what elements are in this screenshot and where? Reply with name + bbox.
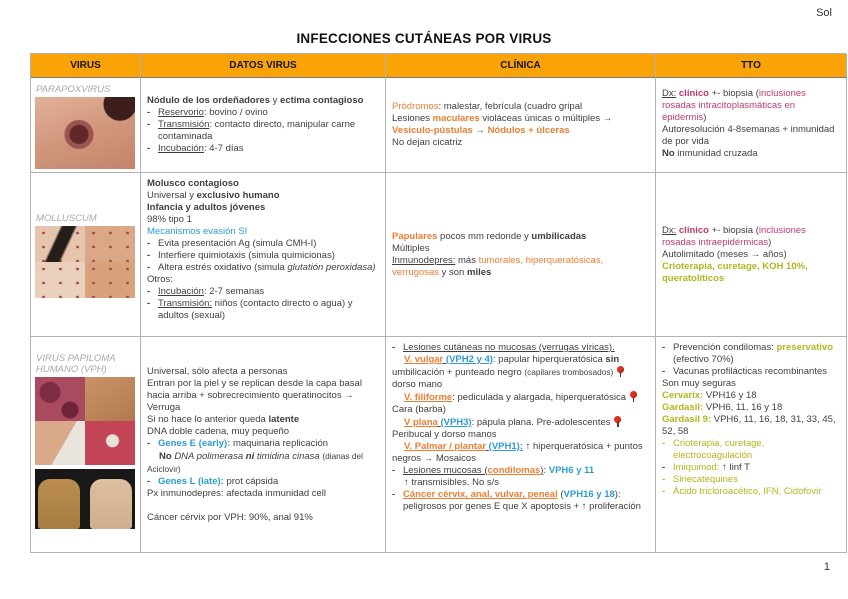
text-line: Gardasil 9: VPH6, 11, 16, 18, 31, 33, 45, 52, 58 <box>662 414 836 437</box>
bullet-dash: - <box>662 342 666 353</box>
text-line: Si no hace lo anterior queda latente <box>147 413 300 425</box>
cell-parapoxvirus-datos <box>141 78 386 173</box>
bullet-dash: - <box>147 238 151 249</box>
text-line: Vesículo-pústulas → Nódulos + úlceras <box>392 125 570 136</box>
text-line: Nódulo de los ordeñadores y ectima contagioso <box>147 95 364 106</box>
bullet-item: - Transmisión: niños (contacto directo o agua) y adultos (sexual) <box>147 298 353 321</box>
bullet-item: - Lesiones cutáneas no mucosas (verrugas víricas). <box>392 342 615 353</box>
bullet-dash: - <box>662 474 666 485</box>
text-line: Pródromos: malestar, febrícula (cuadro gripal <box>392 101 583 112</box>
lesion-photo <box>35 421 85 465</box>
text-line: Px inmunodepres: afectada inmunidad cell <box>147 487 327 499</box>
text-line: V. Palmar / plantar (VPH1): ↑ hiperqueratósica + puntos negros → Mosaicos <box>392 441 643 464</box>
text-line: 98% tipo 1 <box>147 214 192 225</box>
text-line: ↑ transmisibles. No s/s <box>404 477 500 488</box>
hand-photo <box>38 479 80 529</box>
column-header-datos-virus: DATOS VIRUS <box>141 54 386 78</box>
cell-parapoxvirus-tto <box>656 78 847 173</box>
bullet-dash: - <box>662 462 666 473</box>
cell-molluscum-datos <box>141 173 386 337</box>
bullet-dash: - <box>392 342 396 353</box>
cell-parapoxvirus-name <box>31 78 141 173</box>
bullet-dash: - <box>662 366 666 377</box>
text-line: Autoresolución 4-8semanas + inmunidad de por vida <box>662 124 835 147</box>
text-line: Dx: clínico +- biopsia (inclusiones rosadas intraepidérmicas) <box>662 224 806 248</box>
column-header-virus: VIRUS <box>31 54 141 78</box>
lesion-photo <box>85 226 135 262</box>
text-line: Cervarix: VPH16 y 18 <box>662 390 757 401</box>
text-line: Son muy seguras <box>662 378 736 389</box>
text-line: Múltiples <box>392 242 430 254</box>
bullet-dash: - <box>147 437 151 449</box>
bullet-item: - Lesiones mucosas (condilomas): VPH6 y 11 <box>392 465 595 476</box>
text-line: No inmunidad cruzada <box>662 148 758 159</box>
bullet-item: - Interfiere quimiotaxis (simula quimicionas) <box>147 250 335 261</box>
text-line: No dejan cicatriz <box>392 137 463 148</box>
bullet-item: - Vacunas profilácticas recombinantes <box>662 366 828 377</box>
text-line: DNA doble cadena, muy pequeño <box>147 425 290 437</box>
virus-name-label: PARAPOXVIRUS <box>36 84 111 95</box>
text-line: Entran por la piel y se replican desde la capa basal hacia arriba + sobrecrecimiento queratinocitos → Verruga <box>147 377 362 413</box>
location-pin-icon <box>616 366 624 377</box>
bullet-item: - Prevención condilomas: preservativo (efectivo 70%) <box>662 342 834 365</box>
lesion-photo <box>35 226 85 262</box>
bullet-item: - Cáncer cérvix, anal, vulvar, peneal (VPH16 y 18): peligrosos por genes E que X apoptosis + ↑ proliferación <box>392 489 641 512</box>
text-line: Molusco contagioso <box>147 178 239 189</box>
text-line: Gardasil: VPH6, 11, 16 y 18 <box>662 402 783 413</box>
bullet-dash: - <box>147 298 151 309</box>
cell-molluscum-clinica <box>386 173 656 337</box>
page-number: 1 <box>823 561 830 573</box>
text-line: Otros: <box>147 274 173 285</box>
text-line: V. filiforme: pediculada y alargada, hiperqueratósica Cara (barba) <box>392 391 649 416</box>
bullet-item: - Transmisión: contacto directo, manipular carne contaminada <box>147 119 356 142</box>
bullet-dash: - <box>392 489 396 500</box>
bullet-item: - Altera estrés oxidativo (simula glutatión peroxidasa) <box>147 262 376 273</box>
bullet-item: - Sinecatequines <box>662 474 738 485</box>
vph-lesion-photos <box>35 377 135 465</box>
text-line: Infancia y adultos jóvenes <box>147 202 266 213</box>
bullet-item: - Incubación: 2-7 semanas <box>147 286 265 297</box>
hand-photo <box>90 479 132 529</box>
bullet-dash: - <box>147 250 151 261</box>
bullet-item: - Reservorio: bovino / ovino <box>147 107 268 118</box>
bullet-dash: - <box>662 438 666 449</box>
bullet-item: - Imiquimod: ↑ linf T <box>662 462 750 473</box>
bullet-item: - Ácido tricloroacético, IFN, Cidofovir <box>662 486 822 497</box>
cell-molluscum-tto <box>656 173 847 337</box>
text-line: V. vulgar (VPH2 y 4): papular hiperqueratósica sin umbilicación + punteado negro (capilares trombosados) dorso mano <box>392 354 649 391</box>
page-title: INFECCIONES CUTÁNEAS POR VIRUS <box>296 31 552 46</box>
text-line: Universal y exclusivo humano <box>147 190 280 201</box>
virus-name-label: VIRUS PAPILOMA HUMANO (VPH) <box>36 353 116 375</box>
text-line: V plana (VPH3): pápula plana. Pre-adolescentes Peribucal y dorso manos <box>392 416 649 441</box>
bullet-dash: - <box>147 143 151 154</box>
bullet-dash: - <box>147 262 151 273</box>
column-header-tto: TTO <box>656 54 847 78</box>
bullet-dash: - <box>147 286 151 297</box>
lesion-photo <box>85 377 135 421</box>
molluscum-lesion-photos <box>35 226 135 298</box>
bullet-item: - Genes L (late): prot cápsida <box>147 475 279 487</box>
bullet-item: - Evita presentación Ag (simula CMH-I) <box>147 238 317 249</box>
lesion-photo <box>35 377 85 421</box>
cell-vph-datos <box>141 337 386 553</box>
bullet-dash: - <box>662 486 666 497</box>
text-line: Crioterapia, curetage, KOH 10%, queratolíticos <box>662 260 808 284</box>
cell-vph-clinica <box>386 337 656 553</box>
text-line: Inmunodepres: más tumorales, hiperqueratósicas, verrugosas y son miles <box>392 254 604 278</box>
lesion-photo <box>35 262 85 298</box>
bullet-dash: - <box>147 107 151 118</box>
text-line: Cáncer cérvix por VPH: 90%, anal 91% <box>147 511 313 523</box>
text-line: No DNA polimerasa ni timidina cinasa (dianas del Aciclovir) <box>147 450 363 474</box>
text-line: Dx: clínico +- biopsia (inclusiones rosadas intracitoplasmáticas en epidermis) <box>662 88 806 123</box>
lesion-photo <box>85 421 135 465</box>
location-pin-icon <box>613 416 621 427</box>
cell-parapoxvirus-clinica <box>386 78 656 173</box>
bullet-item: - Crioterapia, curetage, electrocoagulación <box>662 438 765 461</box>
text-line: Universal, sólo afecta a personas <box>147 365 288 377</box>
lesion-photo <box>85 262 135 298</box>
location-pin-icon <box>629 391 637 402</box>
text-line: Papulares pocos mm redonde y umbilicadas <box>392 230 587 242</box>
bullet-dash: - <box>147 119 151 130</box>
parapoxvirus-lesion-photo <box>35 97 135 169</box>
text-line: Autolimitado (meses → años) <box>662 248 787 260</box>
virus-infections-table <box>30 53 846 553</box>
virus-name-label: MOLLUSCUM <box>36 213 97 224</box>
cell-molluscum-name <box>31 173 141 337</box>
text-line: Lesiones maculares violáceas únicas o múltiples → <box>392 113 613 124</box>
text-line: Mecanismos evasión SI <box>147 226 248 237</box>
vph-hand-warts-photos <box>35 469 135 529</box>
column-header-clinica: CLÍNICA <box>386 54 656 78</box>
cell-vph-tto <box>656 337 847 553</box>
cell-vph-name <box>31 337 141 553</box>
bullet-dash: - <box>392 465 396 476</box>
bullet-item: - Incubación: 4-7 días <box>147 143 244 154</box>
bullet-item: - Genes E (early): maquinaria replicación <box>147 437 329 449</box>
bullet-dash: - <box>147 475 151 487</box>
author-name: Sol <box>816 7 832 19</box>
